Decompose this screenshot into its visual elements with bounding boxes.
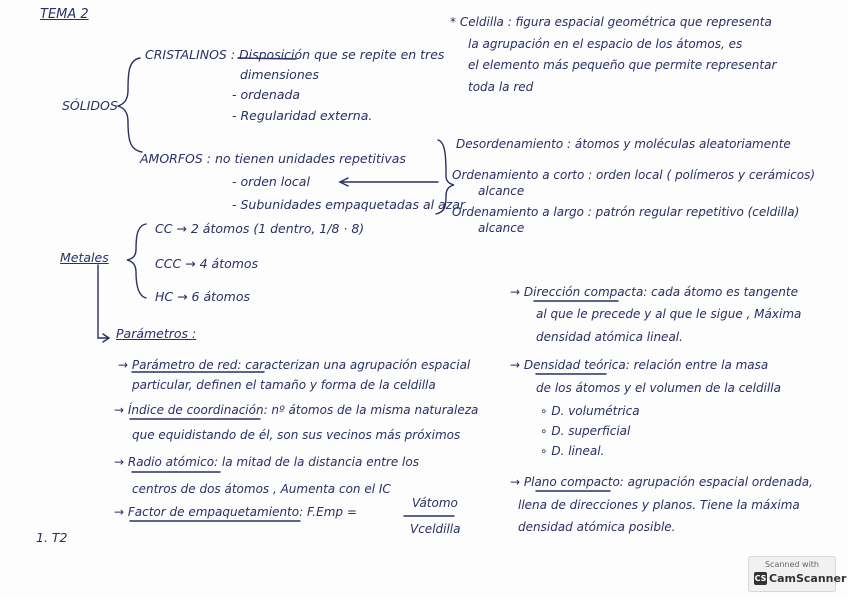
celdilla-line-2: la agrupación en el espacio de los átomos, es bbox=[468, 37, 743, 51]
densidad-line-2: de los átomos y el volumen de la celdilla bbox=[536, 381, 781, 395]
formula-numerator: Vátomo bbox=[412, 496, 458, 510]
param-coord-line-2: que equidistando de él, son sus vecinos más próximos bbox=[132, 428, 461, 442]
param-factor-line: → Factor de empaquetamiento: F.Emp = bbox=[114, 505, 357, 519]
ord-largo-line-2: alcance bbox=[478, 221, 525, 235]
cristalinos-line: CRISTALINOS : Disposición que se repite en tres bbox=[145, 47, 445, 62]
camscanner-badge bbox=[748, 556, 847, 592]
param-coord-line-1: → Índice de coordinación: nº átomos de la misma naturaleza bbox=[114, 403, 479, 417]
label-metales: Metales bbox=[60, 250, 109, 265]
subunidades-line: - Subunidades empaquetadas al azar bbox=[232, 197, 466, 212]
orden-local-line: - orden local bbox=[232, 174, 310, 189]
page-number: 1. T2 bbox=[36, 530, 68, 545]
hc-line: HC → 6 átomos bbox=[155, 289, 251, 304]
celdilla-line-1: * Celdilla : figura espacial geométrica que representa bbox=[450, 15, 772, 29]
param-red-line-2: particular, definen el tamaño y forma de la celdilla bbox=[132, 378, 436, 392]
brace-solidos bbox=[118, 58, 142, 152]
celdilla-line-4: toda la red bbox=[468, 80, 534, 94]
ccc-line: CCC → 4 átomos bbox=[155, 256, 259, 271]
celdilla-line-3: el elemento más pequeño que permite representar bbox=[468, 58, 777, 72]
ordenada-line: - ordenada bbox=[232, 87, 301, 102]
densidad-superficial: ∘ D. superficial bbox=[540, 424, 631, 438]
regularidad-line: - Regularidad externa. bbox=[232, 108, 373, 123]
direccion-line-1: → Dirección compacta: cada átomo es tangente bbox=[510, 285, 798, 299]
camscanner-logo-icon: CS bbox=[754, 574, 767, 583]
desordenamiento-line: Desordenamiento : átomos y moléculas aleatoriamente bbox=[456, 137, 791, 151]
formula-denominator: Vceldilla bbox=[410, 522, 461, 536]
parametros-heading: Parámetros : bbox=[116, 326, 197, 341]
param-red-line-1: → Parámetro de red: caracterizan una agrupación espacial bbox=[118, 358, 471, 372]
param-radio-line-1: → Radio atómico: la mitad de la distancia entre los bbox=[114, 455, 419, 469]
dimensiones-line: dimensiones bbox=[240, 67, 319, 82]
plano-line-3: densidad atómica posible. bbox=[518, 520, 676, 534]
connector-parametros bbox=[98, 265, 108, 338]
title-tema: TEMA 2 bbox=[40, 7, 89, 22]
densidad-lineal: ∘ D. lineal. bbox=[540, 444, 605, 458]
amorfos-line: AMORFOS : no tienen unidades repetitivas bbox=[140, 151, 406, 166]
direccion-line-3: densidad atómica lineal. bbox=[536, 330, 683, 344]
ord-corto-line-2: alcance bbox=[478, 184, 525, 198]
brace-metales bbox=[127, 224, 146, 298]
densidad-line-1: → Densidad teórica: relación entre la masa bbox=[510, 358, 769, 372]
ord-corto-line-1: Ordenamiento a corto : orden local ( polímeros y cerámicos) bbox=[452, 168, 816, 182]
ord-largo-line-1: Ordenamiento a largo : patrón regular repetitivo (celdilla) bbox=[452, 205, 800, 219]
badge-brand: CamScanner bbox=[769, 572, 847, 585]
param-radio-line-2: centros de dos átomos , Aumenta con el IC bbox=[132, 482, 391, 496]
densidad-volumetrica: ∘ D. volumétrica bbox=[540, 404, 640, 418]
badge-caption: Scanned with bbox=[764, 560, 820, 569]
plano-line-2: llena de direcciones y planos. Tiene la máxima bbox=[518, 498, 800, 512]
cc-line: CC → 2 átomos (1 dentro, 1/8 · 8) bbox=[155, 221, 365, 236]
plano-line-1: → Plano compacto: agrupación espacial ordenada, bbox=[510, 475, 813, 489]
direccion-line-2: al que le precede y al que le sigue , Máxima bbox=[536, 307, 802, 321]
label-solidos: SÓLIDOS bbox=[62, 98, 118, 113]
